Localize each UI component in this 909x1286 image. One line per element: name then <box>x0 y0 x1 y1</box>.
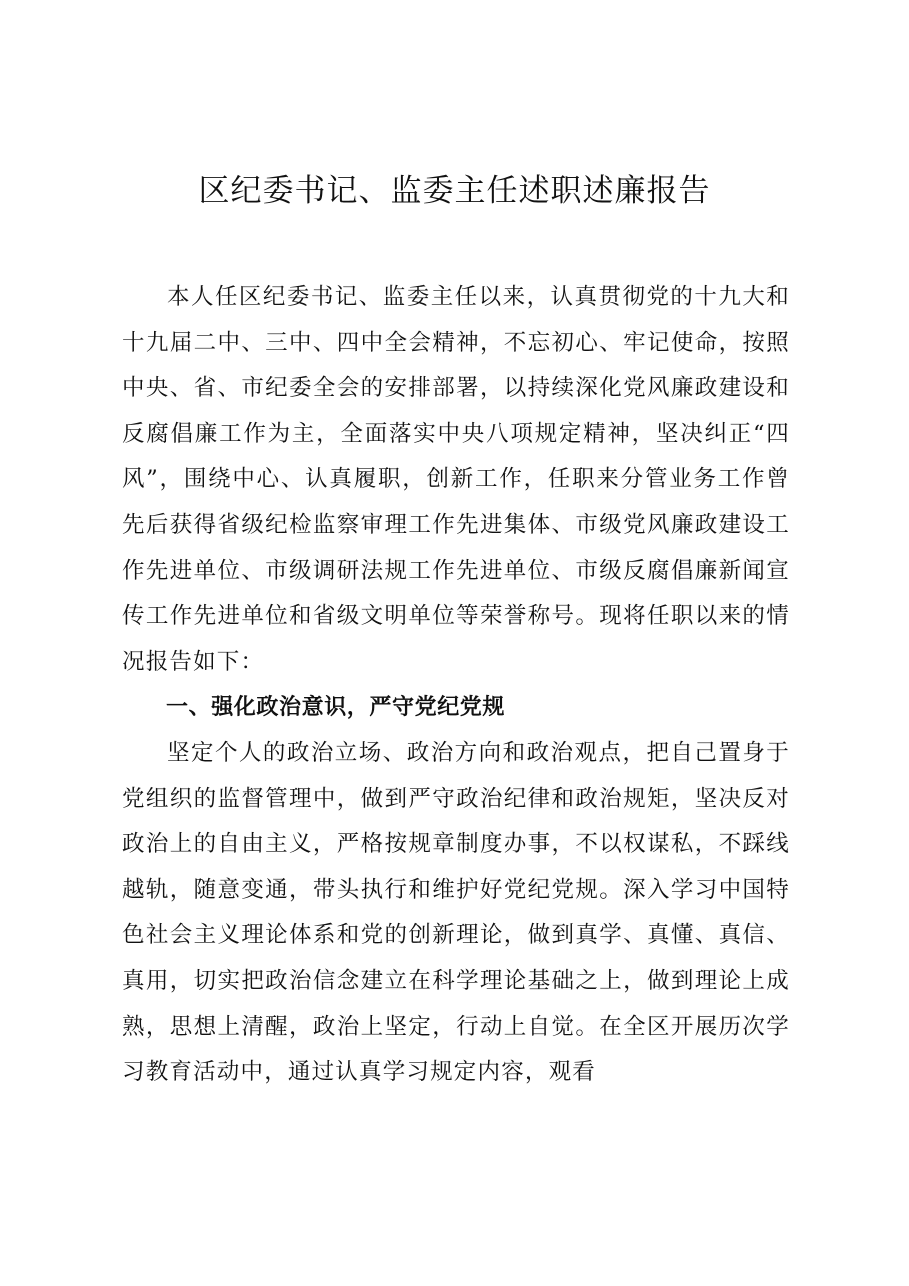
intro-paragraph: 本人任区纪委书记、监委主任以来，认真贯彻党的十九大和十九届二中、三中、四中全会精神，不忘初心、牢记使命，按照中央、省、市纪委全会的安排部署，以持续深化党风廉政建设和反腐倡廉工作为主，全面落实中央八项规定精神，坚决纠正“四风”，围绕中心、认真履职，创新工作，任职来分管业务工作曾先后获得省级纪检监察审理工作先进集体、市级党风廉政建设工作先进单位、市级调研法规工作先进单位、市级反腐倡廉新闻宣传工作先进单位和省级文明单位等荣誉称号。现将任职以来的情况报告如下： <box>122 284 790 675</box>
document-body <box>122 275 790 1096</box>
section-paragraph-1: 坚定个人的政治立场、政治方向和政治观点，把自己置身于党组织的监督管理中，做到严守政治纪律和政治规矩，坚决反对政治上的自由主义，严格按规章制度办事，不以权谋私，不踩线越轨，随意变通，带头执行和维护好党纪党规。深入学习中国特色社会主义理论体系和党的创新理论，做到真学、真懂、真信、真用，切实把政治信念建立在科学理论基础之上，做到理论上成熟，思想上清醒，政治上坚定，行动上自觉。在全区开展历次学习教育活动中，通过认真学习规定内容，观看 <box>122 739 790 1086</box>
section-heading-1: 一、强化政治意识，严守党纪党规 <box>166 695 506 721</box>
document-title: 区纪委书记、监委主任述职述廉报告 <box>198 173 711 209</box>
